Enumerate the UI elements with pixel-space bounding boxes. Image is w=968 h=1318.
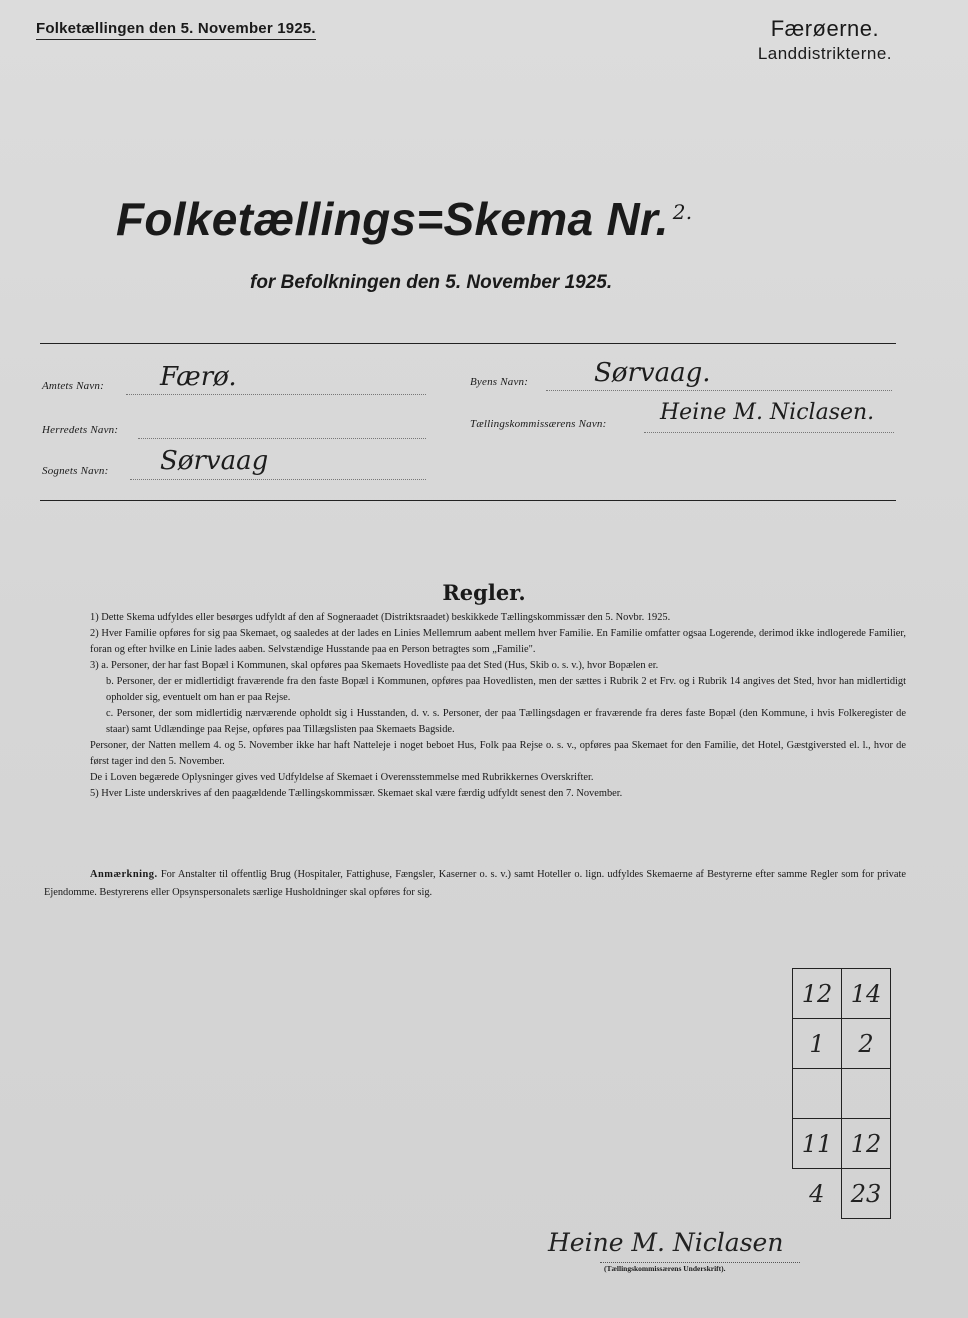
rule-1: 1) Dette Skema udfyldes eller besørges udfyldt af den af Sogneraadet (Distriktsraadet) beskikkede Tællingskommissær den 5. Novbr. 1925. bbox=[90, 612, 671, 623]
note-text: For Anstalter til offentlig Brug (Hospitaler, Fattighuse, Fængsler, Kaserner o. s. v.) samt Hoteller o. lign. udfyldes Skemaerne af Bestyrerne efter samme Regler som for private Ejendomme. Bestyrerens eller Opsynspersonalets særlige Husholdninger skal opføres for sig. bbox=[44, 869, 906, 898]
middle-rule bbox=[40, 500, 896, 501]
kommissaer-label: Tællingskommissærens Navn: bbox=[470, 418, 607, 430]
signature-caption: (Tællingskommissærens Underskrift). bbox=[604, 1264, 726, 1273]
form-title bbox=[116, 192, 692, 246]
tally-cell bbox=[793, 1069, 842, 1119]
amt-dotline bbox=[126, 394, 426, 395]
sogn-value: Sørvaag bbox=[160, 446, 269, 476]
kommissaer-dotline bbox=[644, 432, 894, 433]
tally-row bbox=[793, 969, 891, 1019]
rule-2: 2) Hver Familie opføres for sig paa Skemaet, og saaledes at der lades en Linies Mellemrum aabent mellem hver Familie. En Familie omfatter ogsaa Logerende, derimod ikke indlogerede Familier, foran og efter hvilke en Linie lades aaben. Selvstændige Husstande paa en Person betragtes som „Familie". bbox=[90, 628, 906, 655]
herred-label: Herredets Navn: bbox=[42, 424, 119, 436]
tally-cell: 2 bbox=[842, 1019, 891, 1069]
kommissaer-value: Heine M. Niclasen. bbox=[660, 400, 875, 425]
district-name: Landdistrikterne. bbox=[757, 44, 892, 63]
amt-value: Færø. bbox=[160, 362, 237, 392]
rules-heading: Regler. bbox=[442, 580, 526, 605]
tally-cell: 14 bbox=[842, 969, 891, 1019]
by-value: Sørvaag. bbox=[594, 358, 711, 388]
rule-3a: 3) a. Personer, der har fast Bopæl i Kommunen, skal opføres paa Skemaets Hovedliste paa det Sted (Hus, Skib o. s. v.), hvor Bopælen er. bbox=[90, 660, 659, 671]
rule-3b: b. Personer, der er midlertidigt fraværende fra den faste Bopæl i Kommunen, opføres paa Hovedlisten, men der sættes i Rubrik 2 et Frv. og i Rubrik 14 angives det Sted, hvor han midlertidigt opholder sig, eventuelt om han er paa Rejse. bbox=[106, 676, 906, 703]
tally-row bbox=[793, 1169, 891, 1219]
tally-cell: 12 bbox=[842, 1119, 891, 1169]
signature-line bbox=[600, 1262, 800, 1263]
by-field bbox=[470, 376, 528, 388]
sogn-label: Sognets Navn: bbox=[42, 465, 109, 477]
tally-cell: 1 bbox=[793, 1019, 842, 1069]
region-name: Færøerne. bbox=[770, 16, 880, 41]
note-lead: Anmærkning. bbox=[90, 869, 158, 880]
rule-3d: Personer, der Natten mellem 4. og 5. November ikke har haft Natteleje i noget beboet Hus, Folk paa Rejse o. s. v., opføres paa Skemaet for den Familie, det Hotel, Gæstgiversted el. l., hvor de først tager ind den 5. November. bbox=[90, 740, 906, 767]
signature-handwritten: Heine M. Niclasen bbox=[548, 1228, 784, 1257]
tally-row bbox=[793, 1119, 891, 1169]
rule-3c: c. Personer, der som midlertidig nærværende opholdt sig i Husstanden, d. v. s. Personer, der paa Tællingsdagen er fraværende fra deres faste Bopæl (den Kommune, i hvis Folkeregister de staar) samt Udlændinge paa Rejse, opføres paa Tillægslisten paa Skemaets Bagside. bbox=[106, 708, 906, 735]
tally-cell: 4 bbox=[793, 1169, 842, 1219]
kommissaer-field bbox=[470, 418, 607, 430]
rule-4: De i Loven begærede Oplysninger gives ved Udfyldelse af Skemaet i Overensstemmelse med Rubrikkernes Overskrifter. bbox=[90, 772, 594, 783]
tally-row bbox=[793, 1019, 891, 1069]
form-subtitle: for Befolkningen den 5. November 1925. bbox=[250, 272, 613, 293]
rule-5: 5) Hver Liste underskrives af den paagældende Tællingskommissær. Skemaet skal være færdig udfyldt senest den 7. November. bbox=[90, 788, 623, 799]
annotation-note bbox=[44, 866, 906, 902]
herred-dotline bbox=[138, 438, 426, 439]
tally-cell bbox=[842, 1069, 891, 1119]
by-label: Byens Navn: bbox=[470, 376, 529, 388]
amt-label: Amtets Navn: bbox=[42, 380, 104, 392]
tally-table bbox=[792, 968, 891, 1219]
form-title-text: Folketællings=Skema Nr. bbox=[116, 193, 669, 245]
tally-cell: 12 bbox=[793, 969, 842, 1019]
herred-field bbox=[42, 424, 118, 436]
region-block bbox=[758, 16, 892, 64]
top-rule bbox=[40, 343, 896, 344]
tally-cell: 23 bbox=[842, 1169, 891, 1219]
amt-field bbox=[42, 380, 104, 392]
by-dotline bbox=[546, 390, 892, 391]
tally-row bbox=[793, 1069, 891, 1119]
rules-block bbox=[44, 610, 906, 802]
sogn-dotline bbox=[130, 479, 426, 480]
form-number: 2. bbox=[672, 199, 693, 224]
tally-cell: 11 bbox=[793, 1119, 842, 1169]
sogn-field bbox=[42, 465, 108, 477]
census-header-title: Folketællingen den 5. November 1925. bbox=[36, 20, 316, 40]
